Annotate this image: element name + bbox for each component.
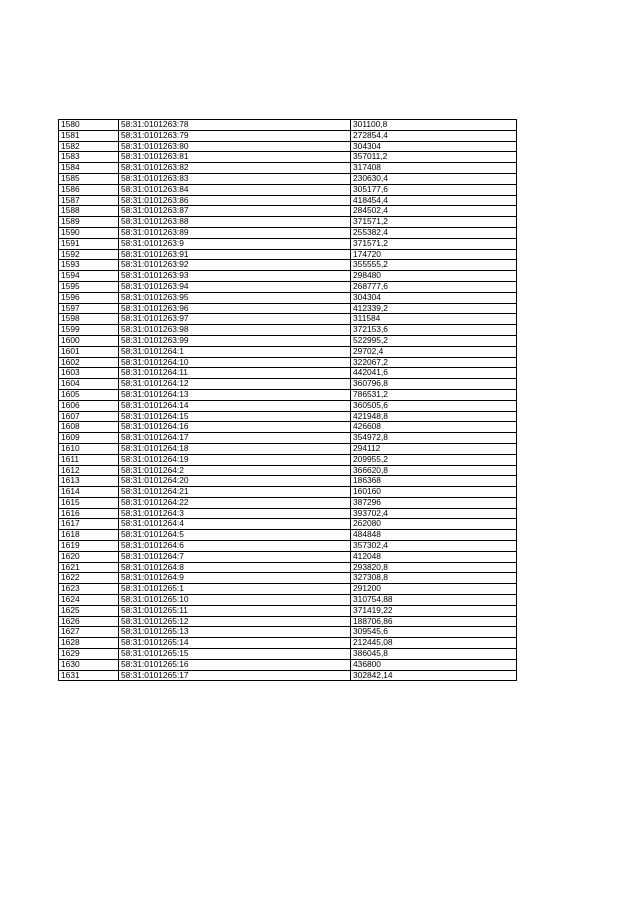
table-row	[59, 487, 517, 498]
value-cell: 372153,6	[351, 325, 517, 336]
table-row	[59, 670, 517, 681]
cadastral-number-cell: 58:31:0101263:95	[119, 292, 351, 303]
row-number-cell: 1588	[59, 206, 119, 217]
row-number-cell: 1626	[59, 616, 119, 627]
cadastral-number-cell: 58:31:0101263:97	[119, 314, 351, 325]
value-cell: 209955,2	[351, 454, 517, 465]
table-row	[59, 400, 517, 411]
table-row	[59, 562, 517, 573]
table-row	[59, 595, 517, 606]
value-cell: 357302,4	[351, 541, 517, 552]
value-cell: 354972,8	[351, 433, 517, 444]
cadastral-number-cell: 58:31:0101263:84	[119, 184, 351, 195]
table-row	[59, 152, 517, 163]
value-cell: 212445,08	[351, 638, 517, 649]
value-cell: 29702,4	[351, 346, 517, 357]
table-row	[59, 357, 517, 368]
table-row	[59, 649, 517, 660]
row-number-cell: 1595	[59, 281, 119, 292]
value-cell: 371571,2	[351, 238, 517, 249]
table-row	[59, 389, 517, 400]
row-number-cell: 1627	[59, 627, 119, 638]
row-number-cell: 1609	[59, 433, 119, 444]
value-cell: 484848	[351, 530, 517, 541]
cadastral-number-cell: 58:31:0101264:12	[119, 379, 351, 390]
cadastral-number-cell: 58:31:0101263:83	[119, 173, 351, 184]
value-cell: 268777,6	[351, 281, 517, 292]
table-row	[59, 519, 517, 530]
table-row	[59, 541, 517, 552]
cadastral-number-cell: 58:31:0101263:86	[119, 195, 351, 206]
table-row	[59, 260, 517, 271]
table-row	[59, 303, 517, 314]
row-number-cell: 1581	[59, 130, 119, 141]
cadastral-number-cell: 58:31:0101265:13	[119, 627, 351, 638]
row-number-cell: 1617	[59, 519, 119, 530]
table-row	[59, 141, 517, 152]
value-cell: 436800	[351, 659, 517, 670]
table-row	[59, 627, 517, 638]
value-cell: 188706,86	[351, 616, 517, 627]
row-number-cell: 1594	[59, 271, 119, 282]
value-cell: 418454,4	[351, 195, 517, 206]
row-number-cell: 1602	[59, 357, 119, 368]
cadastral-number-cell: 58:31:0101264:9	[119, 573, 351, 584]
table-row	[59, 368, 517, 379]
value-cell: 355555,2	[351, 260, 517, 271]
row-number-cell: 1616	[59, 508, 119, 519]
cadastral-number-cell: 58:31:0101263:88	[119, 217, 351, 228]
table-row	[59, 659, 517, 670]
table-row	[59, 584, 517, 595]
table-row	[59, 271, 517, 282]
cadastral-number-cell: 58:31:0101264:10	[119, 357, 351, 368]
row-number-cell: 1606	[59, 400, 119, 411]
cadastral-number-cell: 58:31:0101265:16	[119, 659, 351, 670]
value-cell: 298480	[351, 271, 517, 282]
row-number-cell: 1592	[59, 249, 119, 260]
table-row	[59, 616, 517, 627]
cadastral-number-cell: 58:31:0101264:8	[119, 562, 351, 573]
value-cell: 360505,6	[351, 400, 517, 411]
cadastral-number-cell: 58:31:0101264:22	[119, 497, 351, 508]
table-row	[59, 433, 517, 444]
cadastral-number-cell: 58:31:0101265:10	[119, 595, 351, 606]
row-number-cell: 1608	[59, 422, 119, 433]
table-row	[59, 454, 517, 465]
row-number-cell: 1589	[59, 217, 119, 228]
row-number-cell: 1599	[59, 325, 119, 336]
cadastral-number-cell: 58:31:0101265:14	[119, 638, 351, 649]
table-row	[59, 227, 517, 238]
row-number-cell: 1631	[59, 670, 119, 681]
table-row	[59, 314, 517, 325]
cadastral-number-cell: 58:31:0101264:1	[119, 346, 351, 357]
row-number-cell: 1613	[59, 476, 119, 487]
value-cell: 311584	[351, 314, 517, 325]
table-row	[59, 184, 517, 195]
row-number-cell: 1625	[59, 605, 119, 616]
row-number-cell: 1624	[59, 595, 119, 606]
row-number-cell: 1607	[59, 411, 119, 422]
table-row	[59, 551, 517, 562]
value-cell: 301100,8	[351, 120, 517, 131]
table-row	[59, 163, 517, 174]
row-number-cell: 1628	[59, 638, 119, 649]
cadastral-number-cell: 58:31:0101263:81	[119, 152, 351, 163]
table-row	[59, 497, 517, 508]
value-cell: 421948,8	[351, 411, 517, 422]
cadastral-number-cell: 58:31:0101265:17	[119, 670, 351, 681]
row-number-cell: 1618	[59, 530, 119, 541]
value-cell: 272854,4	[351, 130, 517, 141]
row-number-cell: 1598	[59, 314, 119, 325]
cadastral-number-cell: 58:31:0101265:15	[119, 649, 351, 660]
row-number-cell: 1615	[59, 497, 119, 508]
cadastral-number-cell: 58:31:0101263:96	[119, 303, 351, 314]
value-cell: 294112	[351, 443, 517, 454]
cadastral-table	[58, 119, 517, 681]
cadastral-number-cell: 58:31:0101263:98	[119, 325, 351, 336]
cadastral-number-cell: 58:31:0101265:11	[119, 605, 351, 616]
table-row	[59, 443, 517, 454]
value-cell: 360796,8	[351, 379, 517, 390]
cadastral-number-cell: 58:31:0101265:12	[119, 616, 351, 627]
cadastral-number-cell: 58:31:0101263:89	[119, 227, 351, 238]
value-cell: 309545,6	[351, 627, 517, 638]
cadastral-number-cell: 58:31:0101264:15	[119, 411, 351, 422]
row-number-cell: 1590	[59, 227, 119, 238]
value-cell: 393702,4	[351, 508, 517, 519]
table-row	[59, 281, 517, 292]
cadastral-number-cell: 58:31:0101263:91	[119, 249, 351, 260]
cadastral-number-cell: 58:31:0101263:87	[119, 206, 351, 217]
value-cell: 322067,2	[351, 357, 517, 368]
row-number-cell: 1584	[59, 163, 119, 174]
row-number-cell: 1620	[59, 551, 119, 562]
value-cell: 255382,4	[351, 227, 517, 238]
cadastral-table-body	[59, 120, 517, 681]
row-number-cell: 1586	[59, 184, 119, 195]
value-cell: 284502,4	[351, 206, 517, 217]
table-row	[59, 173, 517, 184]
row-number-cell: 1600	[59, 335, 119, 346]
row-number-cell: 1580	[59, 120, 119, 131]
table-row	[59, 465, 517, 476]
value-cell: 317408	[351, 163, 517, 174]
table-row	[59, 573, 517, 584]
row-number-cell: 1587	[59, 195, 119, 206]
table-row	[59, 411, 517, 422]
cadastral-number-cell: 58:31:0101263:92	[119, 260, 351, 271]
cadastral-number-cell: 58:31:0101263:99	[119, 335, 351, 346]
row-number-cell: 1604	[59, 379, 119, 390]
row-number-cell: 1583	[59, 152, 119, 163]
cadastral-number-cell: 58:31:0101263:94	[119, 281, 351, 292]
value-cell: 357011,2	[351, 152, 517, 163]
value-cell: 426608	[351, 422, 517, 433]
table-row	[59, 206, 517, 217]
value-cell: 366620,8	[351, 465, 517, 476]
cadastral-number-cell: 58:31:0101263:80	[119, 141, 351, 152]
cadastral-number-cell: 58:31:0101264:2	[119, 465, 351, 476]
value-cell: 302842,14	[351, 670, 517, 681]
row-number-cell: 1630	[59, 659, 119, 670]
cadastral-number-cell: 58:31:0101263:79	[119, 130, 351, 141]
table-row	[59, 335, 517, 346]
row-number-cell: 1582	[59, 141, 119, 152]
row-number-cell: 1605	[59, 389, 119, 400]
value-cell: 371419,22	[351, 605, 517, 616]
table-row	[59, 605, 517, 616]
row-number-cell: 1623	[59, 584, 119, 595]
row-number-cell: 1603	[59, 368, 119, 379]
cadastral-number-cell: 58:31:0101264:21	[119, 487, 351, 498]
cadastral-number-cell: 58:31:0101264:14	[119, 400, 351, 411]
row-number-cell: 1619	[59, 541, 119, 552]
table-row	[59, 508, 517, 519]
value-cell: 310754,88	[351, 595, 517, 606]
value-cell: 174720	[351, 249, 517, 260]
row-number-cell: 1622	[59, 573, 119, 584]
row-number-cell: 1596	[59, 292, 119, 303]
cadastral-number-cell: 58:31:0101264:5	[119, 530, 351, 541]
row-number-cell: 1591	[59, 238, 119, 249]
row-number-cell: 1610	[59, 443, 119, 454]
row-number-cell: 1614	[59, 487, 119, 498]
table-row	[59, 530, 517, 541]
table-row	[59, 120, 517, 131]
cadastral-number-cell: 58:31:0101264:20	[119, 476, 351, 487]
cadastral-number-cell: 58:31:0101264:6	[119, 541, 351, 552]
cadastral-number-cell: 58:31:0101264:16	[119, 422, 351, 433]
value-cell: 293820,8	[351, 562, 517, 573]
table-row	[59, 476, 517, 487]
row-number-cell: 1597	[59, 303, 119, 314]
table-row	[59, 130, 517, 141]
value-cell: 186368	[351, 476, 517, 487]
row-number-cell: 1612	[59, 465, 119, 476]
table-row	[59, 346, 517, 357]
cadastral-number-cell: 58:31:0101264:7	[119, 551, 351, 562]
cadastral-number-cell: 58:31:0101263:82	[119, 163, 351, 174]
cadastral-number-cell: 58:31:0101264:17	[119, 433, 351, 444]
cadastral-number-cell: 58:31:0101263:78	[119, 120, 351, 131]
value-cell: 160160	[351, 487, 517, 498]
value-cell: 262080	[351, 519, 517, 530]
value-cell: 291200	[351, 584, 517, 595]
value-cell: 786531,2	[351, 389, 517, 400]
table-row	[59, 195, 517, 206]
row-number-cell: 1629	[59, 649, 119, 660]
value-cell: 522995,2	[351, 335, 517, 346]
cadastral-number-cell: 58:31:0101264:19	[119, 454, 351, 465]
value-cell: 305177,6	[351, 184, 517, 195]
table-row	[59, 217, 517, 228]
row-number-cell: 1593	[59, 260, 119, 271]
cadastral-number-cell: 58:31:0101264:18	[119, 443, 351, 454]
value-cell: 304304	[351, 292, 517, 303]
value-cell: 412048	[351, 551, 517, 562]
value-cell: 304304	[351, 141, 517, 152]
value-cell: 230630,4	[351, 173, 517, 184]
cadastral-number-cell: 58:31:0101263:93	[119, 271, 351, 282]
table-row	[59, 638, 517, 649]
cadastral-number-cell: 58:31:0101264:4	[119, 519, 351, 530]
value-cell: 387296	[351, 497, 517, 508]
table-row	[59, 292, 517, 303]
row-number-cell: 1621	[59, 562, 119, 573]
cadastral-number-cell: 58:31:0101264:3	[119, 508, 351, 519]
cadastral-number-cell: 58:31:0101265:1	[119, 584, 351, 595]
value-cell: 442041,6	[351, 368, 517, 379]
row-number-cell: 1601	[59, 346, 119, 357]
row-number-cell: 1611	[59, 454, 119, 465]
cadastral-number-cell: 58:31:0101263:9	[119, 238, 351, 249]
value-cell: 371571,2	[351, 217, 517, 228]
table-row	[59, 325, 517, 336]
table-row	[59, 422, 517, 433]
row-number-cell: 1585	[59, 173, 119, 184]
cadastral-number-cell: 58:31:0101264:13	[119, 389, 351, 400]
value-cell: 386045,8	[351, 649, 517, 660]
value-cell: 327308,8	[351, 573, 517, 584]
table-row	[59, 379, 517, 390]
value-cell: 412339,2	[351, 303, 517, 314]
table-row	[59, 249, 517, 260]
table-row	[59, 238, 517, 249]
cadastral-number-cell: 58:31:0101264:11	[119, 368, 351, 379]
